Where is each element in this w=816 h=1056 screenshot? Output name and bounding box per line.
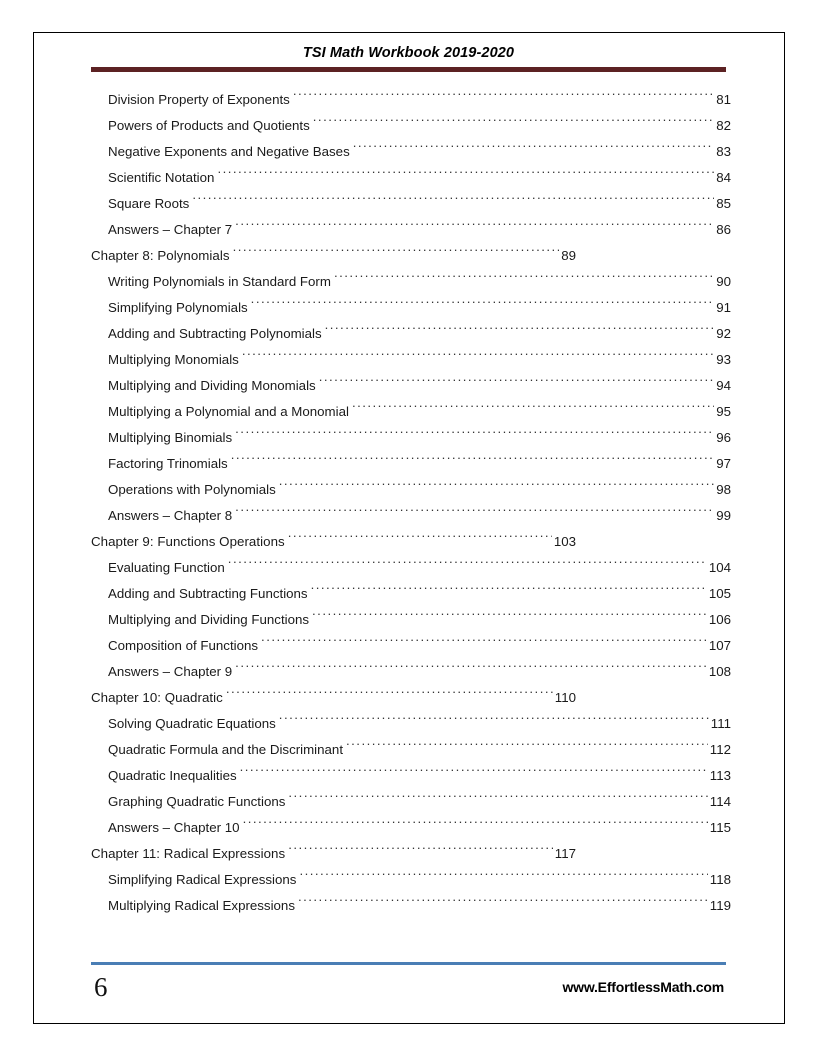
toc-entry-label: Answers – Chapter 10 xyxy=(108,820,240,835)
toc-entry-page-number: 83 xyxy=(716,144,731,159)
dot-leader xyxy=(299,871,707,884)
dot-leader xyxy=(312,611,707,624)
toc-entry-page-number: 103 xyxy=(553,534,576,549)
toc-section-entry[interactable] xyxy=(108,633,731,659)
toc-entry-label: Simplifying Radical Expressions xyxy=(108,872,297,887)
toc-entry-label: Scientific Notation xyxy=(108,170,215,185)
toc-entry-page-number: 108 xyxy=(708,664,731,679)
toc-section-entry[interactable] xyxy=(108,737,731,763)
toc-entry-page-number: 113 xyxy=(709,768,731,783)
dot-leader xyxy=(235,221,714,234)
toc-section-entry[interactable] xyxy=(108,373,731,399)
toc-section-entry[interactable] xyxy=(108,867,731,893)
dot-leader xyxy=(311,585,707,598)
toc-entry-page-number: 92 xyxy=(716,326,731,341)
toc-entry-label: Adding and Subtracting Functions xyxy=(108,586,308,601)
toc-entry-label: Negative Exponents and Negative Bases xyxy=(108,144,350,159)
toc-section-entry[interactable] xyxy=(108,165,731,191)
toc-entry-label: Evaluating Function xyxy=(108,560,225,575)
toc-entry-page-number: 85 xyxy=(716,196,731,211)
toc-section-entry[interactable] xyxy=(108,113,731,139)
footer-rule xyxy=(91,962,726,966)
toc-section-entry[interactable] xyxy=(108,789,731,815)
toc-entry-label: Quadratic Inequalities xyxy=(108,768,237,783)
toc-entry-label: Powers of Products and Quotients xyxy=(108,118,310,133)
document-header xyxy=(91,45,726,72)
dot-leader xyxy=(243,819,708,832)
toc-entry-label: Composition of Functions xyxy=(108,638,259,653)
toc-chapter-entry[interactable] xyxy=(91,243,576,269)
toc-section-entry[interactable] xyxy=(108,139,731,165)
toc-entry-page-number: 118 xyxy=(709,872,731,887)
dot-leader xyxy=(293,91,714,104)
toc-entry-page-number: 110 xyxy=(554,690,576,705)
toc-entry-page-number: 99 xyxy=(716,508,731,523)
toc-entry-label: Multiplying and Dividing Monomials xyxy=(108,378,316,393)
toc-section-entry[interactable] xyxy=(108,451,731,477)
toc-entry-label: Answers – Chapter 8 xyxy=(108,508,233,523)
toc-entry-label: Division Property of Exponents xyxy=(108,92,290,107)
toc-entry-label: Multiplying Monomials xyxy=(108,352,239,367)
dot-leader xyxy=(231,455,714,468)
dot-leader xyxy=(298,897,708,910)
toc-entry-label: Multiplying Radical Expressions xyxy=(108,898,295,913)
toc-entry-page-number: 96 xyxy=(716,430,731,445)
dot-leader xyxy=(353,143,714,156)
page-frame xyxy=(33,32,785,1024)
toc-section-entry[interactable] xyxy=(108,295,731,321)
dot-leader xyxy=(192,195,714,208)
toc-entry-page-number: 114 xyxy=(709,794,731,809)
toc-entry-page-number: 94 xyxy=(716,378,731,393)
toc-entry-page-number: 111 xyxy=(710,716,731,731)
dot-leader xyxy=(352,403,714,416)
toc-entry-page-number: 81 xyxy=(716,92,731,107)
dot-leader xyxy=(226,689,553,702)
dot-leader xyxy=(288,533,552,546)
toc-entry-label: Solving Quadratic Equations xyxy=(108,716,276,731)
toc-entry-page-number: 115 xyxy=(709,820,731,835)
toc-section-entry[interactable] xyxy=(108,581,731,607)
toc-entry-page-number: 91 xyxy=(716,300,731,315)
document-footer xyxy=(91,962,726,1003)
dot-leader xyxy=(240,767,708,780)
toc-section-entry[interactable] xyxy=(108,555,731,581)
toc-entry-label: Answers – Chapter 9 xyxy=(108,664,233,679)
dot-leader xyxy=(242,351,714,364)
dot-leader xyxy=(235,663,707,676)
toc-section-entry[interactable] xyxy=(108,711,731,737)
toc-section-entry[interactable] xyxy=(108,763,731,789)
toc-entry-label: Chapter 9: Functions Operations xyxy=(91,534,285,549)
dot-leader xyxy=(235,507,714,520)
toc-entry-page-number: 97 xyxy=(716,456,731,471)
dot-leader xyxy=(288,845,553,858)
toc-section-entry[interactable] xyxy=(108,659,731,685)
toc-entry-label: Simplifying Polynomials xyxy=(108,300,248,315)
toc-entry-label: Answers – Chapter 7 xyxy=(108,222,233,237)
toc-entry-page-number: 90 xyxy=(716,274,731,289)
toc-section-entry[interactable] xyxy=(108,893,731,919)
toc-section-entry[interactable] xyxy=(108,217,731,243)
dot-leader xyxy=(319,377,715,390)
toc-entry-page-number: 112 xyxy=(709,742,731,757)
toc-chapter-entry[interactable] xyxy=(91,685,576,711)
toc-section-entry[interactable] xyxy=(108,191,731,217)
toc-section-entry[interactable] xyxy=(108,477,731,503)
toc-entry-label: Writing Polynomials in Standard Form xyxy=(108,274,331,289)
dot-leader xyxy=(279,481,714,494)
toc-entry-page-number: 106 xyxy=(708,612,731,627)
toc-section-entry[interactable] xyxy=(108,425,731,451)
dot-leader xyxy=(325,325,715,338)
toc-section-entry[interactable] xyxy=(108,87,731,113)
toc-section-entry[interactable] xyxy=(108,269,731,295)
running-head-title: TSI Math Workbook 2019-2020 xyxy=(302,45,515,61)
toc-chapter-entry[interactable] xyxy=(91,529,576,555)
dot-leader xyxy=(261,637,707,650)
toc-entry-label: Quadratic Formula and the Discriminant xyxy=(108,742,344,757)
dot-leader xyxy=(334,273,714,286)
dot-leader xyxy=(288,793,707,806)
toc-entry-label: Graphing Quadratic Functions xyxy=(108,794,286,809)
page-number: 6 xyxy=(94,971,108,1002)
toc-entry-page-number: 107 xyxy=(708,638,731,653)
header-rule xyxy=(91,67,726,72)
toc-entry-page-number: 119 xyxy=(709,898,731,913)
toc-entry-label: Factoring Trinomials xyxy=(108,456,228,471)
toc-entry-page-number: 117 xyxy=(554,846,576,861)
dot-leader xyxy=(313,117,714,130)
toc-entry-label: Operations with Polynomials xyxy=(108,482,276,497)
toc-entry-label: Multiplying Binomials xyxy=(108,430,233,445)
toc-section-entry[interactable] xyxy=(108,321,731,347)
toc-entry-page-number: 82 xyxy=(716,118,731,133)
toc-section-entry[interactable] xyxy=(108,607,731,633)
toc-chapter-entry[interactable] xyxy=(91,841,576,867)
dot-leader xyxy=(346,741,708,754)
toc-entry-page-number: 89 xyxy=(561,248,576,263)
toc-entry-page-number: 104 xyxy=(708,560,731,575)
toc-entry-page-number: 98 xyxy=(716,482,731,497)
dot-leader xyxy=(235,429,714,442)
website-link[interactable]: www.EffortlessMath.com xyxy=(562,979,724,995)
toc-entry-page-number: 95 xyxy=(716,404,731,419)
toc-entry-label: Adding and Subtracting Polynomials xyxy=(108,326,322,341)
dot-leader xyxy=(217,169,714,182)
dot-leader xyxy=(233,247,560,260)
dot-leader xyxy=(228,559,707,572)
toc-entry-page-number: 93 xyxy=(716,352,731,367)
toc-entry-label: Chapter 10: Quadratic xyxy=(91,690,223,705)
toc-section-entry[interactable] xyxy=(108,815,731,841)
toc-entry-label: Square Roots xyxy=(108,196,190,211)
toc-section-entry[interactable] xyxy=(108,503,731,529)
toc-entry-label: Chapter 11: Radical Expressions xyxy=(91,846,286,861)
toc-entry-page-number: 86 xyxy=(716,222,731,237)
table-of-contents xyxy=(91,87,731,919)
toc-entry-label: Multiplying and Dividing Functions xyxy=(108,612,310,627)
toc-entry-page-number: 84 xyxy=(716,170,731,185)
toc-entry-label: Multiplying a Polynomial and a Monomial xyxy=(108,404,349,419)
toc-section-entry[interactable] xyxy=(108,347,731,373)
toc-section-entry[interactable] xyxy=(108,399,731,425)
toc-entry-label: Chapter 8: Polynomials xyxy=(91,248,230,263)
dot-leader xyxy=(279,715,709,728)
toc-entry-page-number: 105 xyxy=(708,586,731,601)
dot-leader xyxy=(251,299,715,312)
footer-row xyxy=(91,972,726,1002)
